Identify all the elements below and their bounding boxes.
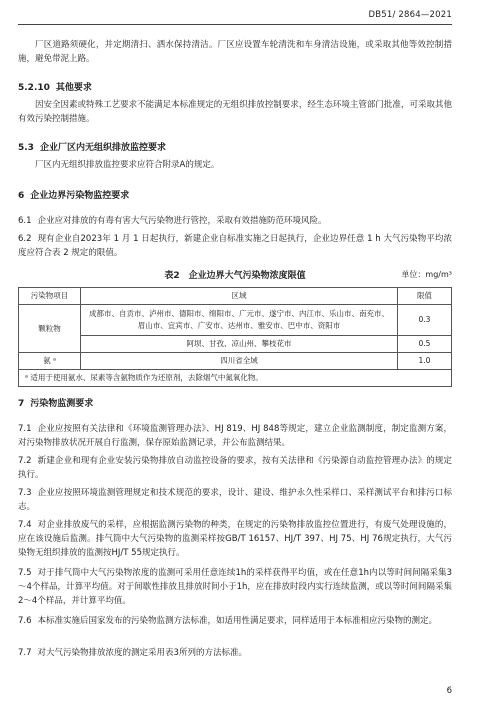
clause-number: 7.7 <box>18 648 32 658</box>
table-row <box>19 336 452 353</box>
table-title: 表2 企业边界大气污染物浓度限值 <box>164 271 306 281</box>
header-region: 区域 <box>81 288 398 305</box>
table-caption <box>18 268 452 282</box>
cell-region-province: 四川省全域 <box>81 353 398 370</box>
table-footnote-row <box>19 370 452 387</box>
table-row <box>19 353 452 370</box>
table-header-row <box>19 288 452 305</box>
heading-number: 5.3 <box>18 143 34 153</box>
cell-pollutant-ammonia: 氨 ᵃ <box>19 353 81 370</box>
cell-region-prefectures: 阿坝、甘孜、凉山州、攀枝花市 <box>81 336 398 353</box>
paragraph-7-3 <box>18 486 452 514</box>
clause-number: 6.2 <box>18 234 32 244</box>
heading-number: 5.2.10 <box>18 83 50 93</box>
cell-limit-0-3: 0.3 <box>398 305 452 336</box>
clause-text: 企业应按照有关法律和《环境监测管理办法》、HJ 819、HJ 848等规定，建立企业监测制度，制定监测方案，对污染物排放状况开展自行监测，保存原始监测记录，并公布监测结果。 <box>18 424 452 448</box>
clause-text: 本标准实施后国家发布的污染物监测方法标准，如适用性满足要求，同样适用于本标准相应污染物的测定。 <box>37 616 438 626</box>
limits-table <box>18 287 452 387</box>
paragraph-7-2 <box>18 454 452 482</box>
clause-number: 7.2 <box>18 456 32 466</box>
table-footnote: ᵃ 适用于使用氨水、尿素等含氨物质作为还原剂，去除烟气中氮氧化物。 <box>19 370 452 387</box>
paragraph-6-1 <box>18 214 452 228</box>
heading-title: 企业边界污染物监控要求 <box>30 191 130 201</box>
clause-text: 企业应对排放的有毒有害大气污染物进行管控，采取有效措施防范环境风险。 <box>37 216 327 226</box>
clause-text: 新建企业和现有企业安装污染物排放自动监控设备的要求，按有关法律和《污染源自动监控管理办法》的规定执行。 <box>18 456 452 480</box>
heading-7 <box>18 396 93 409</box>
clause-number: 7.3 <box>18 488 32 498</box>
heading-number: 6 <box>18 191 25 201</box>
table-row <box>19 305 452 336</box>
clause-number: 7.4 <box>18 520 32 530</box>
clause-number: 7.6 <box>18 616 32 626</box>
heading-number: 7 <box>18 399 25 409</box>
heading-5-3 <box>18 140 166 153</box>
clause-number: 7.1 <box>18 424 32 434</box>
header-pollutant: 污染物项目 <box>19 288 81 305</box>
paragraph-7-6 <box>18 614 452 628</box>
clause-number: 6.1 <box>18 216 32 226</box>
cell-limit-0-5: 0.5 <box>398 336 452 353</box>
paragraph-5-3: 厂区内无组织排放监控要求应符合附录A的规定。 <box>35 160 220 170</box>
paragraph-7-4 <box>18 518 452 560</box>
paragraph-5-2-9-continued: 厂区道路须硬化，并定期清扫、洒水保持清洁。厂区应设置车轮清洗和车身清洁设施，或采取其他等效控制措施，避免带泥上路。 <box>18 40 452 64</box>
clause-text: 对大气污染物排放浓度的测定采用表3所列的方法标准。 <box>37 648 247 658</box>
table-unit: 单位：mg/m³ <box>401 270 452 279</box>
paragraph-5-2-10: 因安全因素或特殊工艺要求不能满足本标准规定的无组织排放控制要求，经生态环境主管部门批准，可采取其他有效污染控制措施。 <box>18 100 452 124</box>
clause-text: 现有企业自2023年 1 月 1 日起执行，新建企业自标准实施之日起执行，企业边界任意 1 h 大气污染物平均浓度应符合表 2 规定的限值。 <box>18 234 452 258</box>
clause-text: 企业应按照环境监测管理规定和技术规范的要求，设计、建设、维护永久性采样口、采样测试平台和排污口标志。 <box>18 488 452 512</box>
clause-text: 对于排气筒中大气污染物浓度的监测可采用任意连续1h的采样获得平均值，或在任意1h内以等时间间隔采集3～4个样品，计算平均值。对于间歇性排放且排放时间小于1h，应在排放时段内实行连续监测，或以等时间间隔采集2～4个样品，并计算平均值。 <box>18 568 452 606</box>
cell-region-cities: 成都市、自贡市、泸州市、德阳市、绵阳市、广元市、遂宁市、内江市、乐山市、南充市、眉山市、宜宾市、广安市、达州市、雅安市、巴中市、资阳市 <box>81 305 398 336</box>
header-rule <box>18 24 452 25</box>
heading-title: 其他要求 <box>55 83 92 93</box>
clause-number: 7.5 <box>18 568 32 578</box>
heading-5-2-10 <box>18 80 92 93</box>
heading-6 <box>18 188 129 201</box>
clause-text: 对企业排放废气的采样，应根据监测污染物的种类，在规定的污染物排放监控位置进行，有废气处理设施的，应在该设施后监测。排气筒中大气污染物的监测采样按GB/T 16157、HJ/T 397、HJ 75、HJ 76规定执行，大气污染物无组织排放的监测按HJ/T 55规定执行。 <box>18 520 452 558</box>
heading-title: 企业厂区内无组织排放监控要求 <box>39 143 166 153</box>
paragraph-7-7 <box>18 646 452 660</box>
paragraph-7-5 <box>18 566 452 608</box>
paragraph-7-1 <box>18 422 452 450</box>
page-number: 6 <box>446 686 452 696</box>
header-limit: 限值 <box>398 288 452 305</box>
cell-limit-1-0: 1.0 <box>398 353 452 370</box>
document-number: DB51/ 2864—2021 <box>368 10 452 20</box>
cell-pollutant-pm: 颗粒物 <box>19 305 81 353</box>
heading-title: 污染物监测要求 <box>30 399 94 409</box>
paragraph-6-2 <box>18 232 452 260</box>
